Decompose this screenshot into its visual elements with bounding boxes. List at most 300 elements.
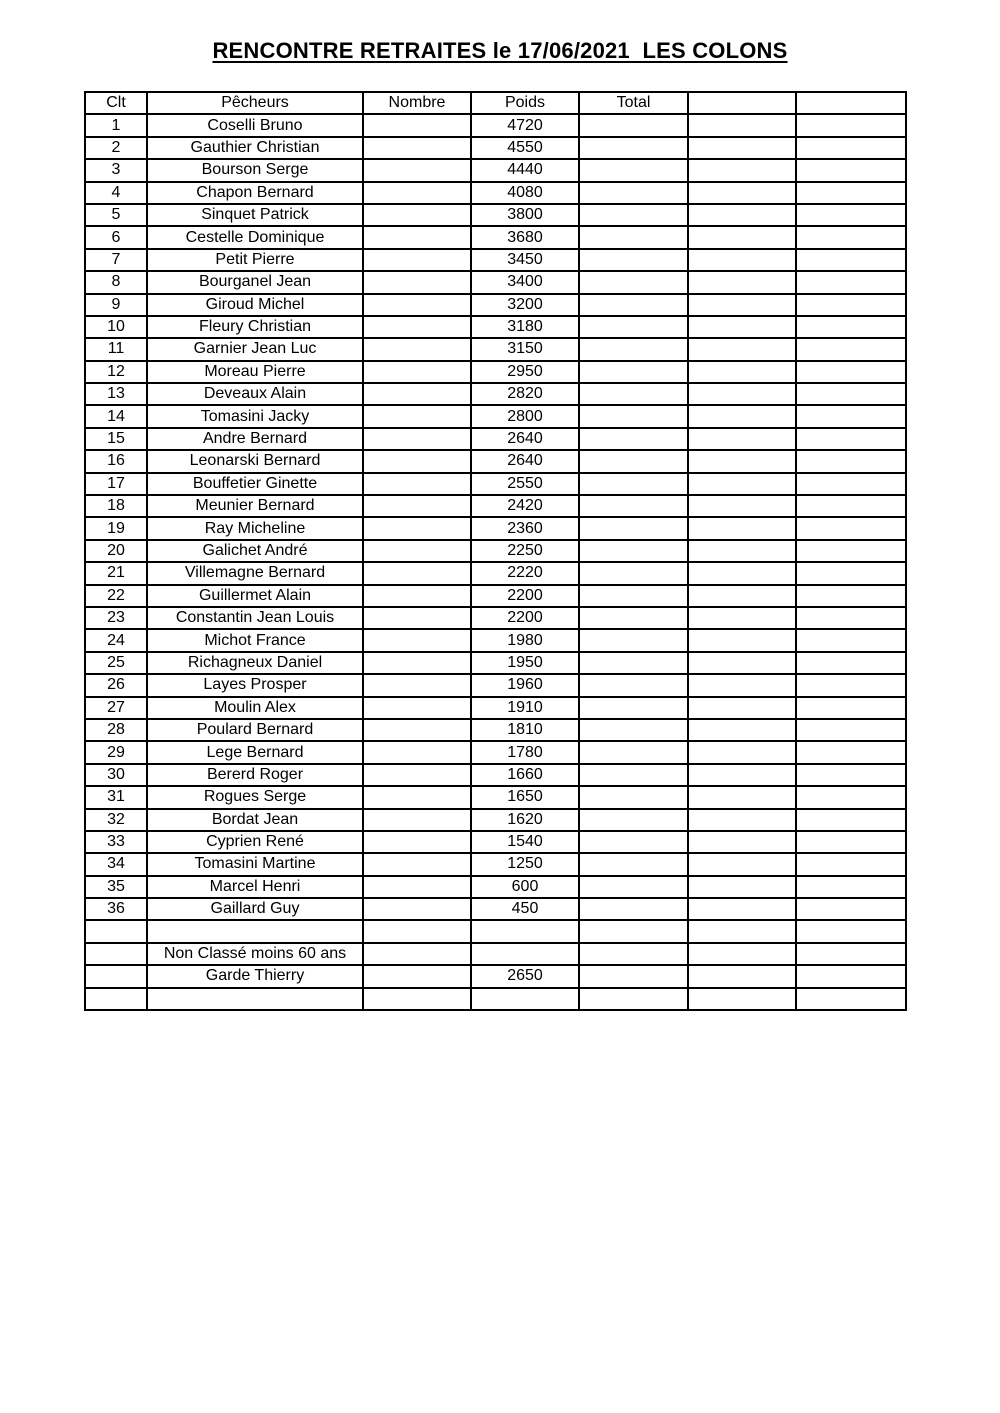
cell-extra-1 bbox=[688, 517, 796, 539]
cell-clt: 16 bbox=[85, 450, 147, 472]
header-poids: Poids bbox=[471, 92, 579, 114]
cell-total bbox=[579, 204, 688, 226]
cell-extra-2 bbox=[796, 249, 906, 271]
table-row bbox=[85, 159, 906, 181]
header-nombre: Nombre bbox=[363, 92, 471, 114]
cell-nombre bbox=[363, 383, 471, 405]
cell-extra-2 bbox=[796, 338, 906, 360]
table-row bbox=[85, 271, 906, 293]
table-row bbox=[85, 607, 906, 629]
cell-total bbox=[579, 517, 688, 539]
cell-nombre bbox=[363, 697, 471, 719]
cell-extra-1 bbox=[688, 361, 796, 383]
cell-nombre bbox=[363, 517, 471, 539]
cell-total bbox=[579, 383, 688, 405]
table-row bbox=[85, 831, 906, 853]
table-row bbox=[85, 316, 906, 338]
cell-poids: 2200 bbox=[471, 585, 579, 607]
cell-extra-1 bbox=[688, 607, 796, 629]
cell-extra-2 bbox=[796, 316, 906, 338]
table-row bbox=[85, 428, 906, 450]
cell-poids: 2220 bbox=[471, 562, 579, 584]
cell-total bbox=[579, 226, 688, 248]
cell-nombre bbox=[363, 226, 471, 248]
table-row bbox=[85, 473, 906, 495]
results-table bbox=[84, 91, 907, 1011]
cell-poids: 600 bbox=[471, 876, 579, 898]
cell-total bbox=[579, 898, 688, 920]
cell-extra-2 bbox=[796, 629, 906, 651]
cell-poids: 3400 bbox=[471, 271, 579, 293]
cell-total bbox=[579, 629, 688, 651]
cell-extra-2 bbox=[796, 114, 906, 136]
cell-clt: 31 bbox=[85, 786, 147, 808]
cell-total bbox=[579, 741, 688, 763]
cell-nombre bbox=[363, 316, 471, 338]
cell-nombre bbox=[363, 405, 471, 427]
table-row bbox=[85, 383, 906, 405]
cell-total bbox=[579, 607, 688, 629]
table-row bbox=[85, 226, 906, 248]
cell-total bbox=[579, 473, 688, 495]
cell-extra-1 bbox=[688, 495, 796, 517]
cell-poids: 2250 bbox=[471, 540, 579, 562]
cell-total bbox=[579, 943, 688, 965]
table-row bbox=[85, 361, 906, 383]
cell-extra-1 bbox=[688, 831, 796, 853]
cell-extra-2 bbox=[796, 450, 906, 472]
cell-total bbox=[579, 831, 688, 853]
cell-poids: 2650 bbox=[471, 965, 579, 987]
cell-total bbox=[579, 540, 688, 562]
cell-extra-2 bbox=[796, 361, 906, 383]
cell-total bbox=[579, 316, 688, 338]
cell-extra-1 bbox=[688, 249, 796, 271]
cell-extra-1 bbox=[688, 674, 796, 696]
cell-clt: 21 bbox=[85, 562, 147, 584]
cell-clt: 34 bbox=[85, 853, 147, 875]
cell-nombre bbox=[363, 652, 471, 674]
cell-clt bbox=[85, 965, 147, 987]
cell-clt: 3 bbox=[85, 159, 147, 181]
cell-pecheur bbox=[147, 920, 363, 942]
cell-clt: 4 bbox=[85, 182, 147, 204]
cell-nombre bbox=[363, 965, 471, 987]
cell-pecheur: Rogues Serge bbox=[147, 786, 363, 808]
cell-total bbox=[579, 405, 688, 427]
cell-extra-1 bbox=[688, 405, 796, 427]
cell-extra-1 bbox=[688, 943, 796, 965]
cell-poids bbox=[471, 943, 579, 965]
table-row bbox=[85, 562, 906, 584]
table-row bbox=[85, 585, 906, 607]
cell-total bbox=[579, 562, 688, 584]
cell-extra-2 bbox=[796, 428, 906, 450]
cell-total bbox=[579, 495, 688, 517]
cell-extra-1 bbox=[688, 719, 796, 741]
cell-poids: 1780 bbox=[471, 741, 579, 763]
cell-poids: 1910 bbox=[471, 697, 579, 719]
cell-total bbox=[579, 809, 688, 831]
cell-poids: 4440 bbox=[471, 159, 579, 181]
table-row bbox=[85, 786, 906, 808]
cell-extra-2 bbox=[796, 204, 906, 226]
cell-pecheur: Bourganel Jean bbox=[147, 271, 363, 293]
cell-poids: 1650 bbox=[471, 786, 579, 808]
cell-extra-2 bbox=[796, 719, 906, 741]
cell-nombre bbox=[363, 831, 471, 853]
cell-pecheur: Deveaux Alain bbox=[147, 383, 363, 405]
cell-poids: 1810 bbox=[471, 719, 579, 741]
cell-extra-2 bbox=[796, 405, 906, 427]
cell-clt: 15 bbox=[85, 428, 147, 450]
cell-extra-2 bbox=[796, 159, 906, 181]
cell-nombre bbox=[363, 473, 471, 495]
cell-clt: 10 bbox=[85, 316, 147, 338]
cell-pecheur: Garnier Jean Luc bbox=[147, 338, 363, 360]
table-row bbox=[85, 652, 906, 674]
cell-poids: 450 bbox=[471, 898, 579, 920]
cell-extra-2 bbox=[796, 294, 906, 316]
cell-poids: 4550 bbox=[471, 137, 579, 159]
cell-total bbox=[579, 853, 688, 875]
cell-total bbox=[579, 585, 688, 607]
cell-nombre bbox=[363, 114, 471, 136]
cell-clt: 20 bbox=[85, 540, 147, 562]
cell-nombre bbox=[363, 271, 471, 293]
cell-total bbox=[579, 876, 688, 898]
table-row bbox=[85, 294, 906, 316]
cell-pecheur: Bouffetier Ginette bbox=[147, 473, 363, 495]
cell-extra-1 bbox=[688, 383, 796, 405]
cell-pecheur: Tomasini Jacky bbox=[147, 405, 363, 427]
cell-clt: 24 bbox=[85, 629, 147, 651]
cell-clt: 30 bbox=[85, 764, 147, 786]
cell-poids: 4720 bbox=[471, 114, 579, 136]
cell-extra-1 bbox=[688, 809, 796, 831]
cell-clt: 8 bbox=[85, 271, 147, 293]
cell-poids: 2950 bbox=[471, 361, 579, 383]
cell-nombre bbox=[363, 540, 471, 562]
table-row bbox=[85, 249, 906, 271]
cell-poids: 2550 bbox=[471, 473, 579, 495]
cell-nombre bbox=[363, 585, 471, 607]
cell-poids: 2640 bbox=[471, 428, 579, 450]
cell-nombre bbox=[363, 338, 471, 360]
cell-nombre bbox=[363, 249, 471, 271]
cell-extra-1 bbox=[688, 540, 796, 562]
cell-pecheur: Coselli Bruno bbox=[147, 114, 363, 136]
cell-nombre bbox=[363, 674, 471, 696]
cell-extra-1 bbox=[688, 114, 796, 136]
cell-poids: 1620 bbox=[471, 809, 579, 831]
cell-poids bbox=[471, 988, 579, 1010]
cell-nombre bbox=[363, 294, 471, 316]
cell-extra-1 bbox=[688, 876, 796, 898]
cell-extra-2 bbox=[796, 809, 906, 831]
cell-pecheur: Gaillard Guy bbox=[147, 898, 363, 920]
cell-poids: 2640 bbox=[471, 450, 579, 472]
cell-extra-2 bbox=[796, 853, 906, 875]
cell-extra-1 bbox=[688, 450, 796, 472]
cell-clt: 6 bbox=[85, 226, 147, 248]
cell-nombre bbox=[363, 943, 471, 965]
cell-extra-1 bbox=[688, 697, 796, 719]
cell-clt: 5 bbox=[85, 204, 147, 226]
cell-extra-2 bbox=[796, 697, 906, 719]
cell-total bbox=[579, 182, 688, 204]
cell-total bbox=[579, 965, 688, 987]
cell-extra-1 bbox=[688, 182, 796, 204]
cell-extra-1 bbox=[688, 898, 796, 920]
cell-extra-1 bbox=[688, 428, 796, 450]
cell-poids: 1660 bbox=[471, 764, 579, 786]
cell-nombre bbox=[363, 629, 471, 651]
cell-extra-2 bbox=[796, 182, 906, 204]
cell-pecheur: Leonarski Bernard bbox=[147, 450, 363, 472]
cell-pecheur: Andre Bernard bbox=[147, 428, 363, 450]
cell-pecheur: Constantin Jean Louis bbox=[147, 607, 363, 629]
cell-poids: 2800 bbox=[471, 405, 579, 427]
cell-extra-2 bbox=[796, 764, 906, 786]
cell-pecheur: Richagneux Daniel bbox=[147, 652, 363, 674]
cell-poids: 1950 bbox=[471, 652, 579, 674]
cell-nombre bbox=[363, 137, 471, 159]
cell-nombre bbox=[363, 204, 471, 226]
document-title: RENCONTRE RETRAITES le 17/06/2021 LES COLONS bbox=[212, 38, 788, 63]
cell-extra-2 bbox=[796, 943, 906, 965]
cell-total bbox=[579, 114, 688, 136]
header-extra-1 bbox=[688, 92, 796, 114]
header-total: Total bbox=[579, 92, 688, 114]
cell-extra-2 bbox=[796, 741, 906, 763]
cell-poids bbox=[471, 920, 579, 942]
cell-pecheur: Giroud Michel bbox=[147, 294, 363, 316]
cell-extra-2 bbox=[796, 831, 906, 853]
cell-extra-1 bbox=[688, 965, 796, 987]
cell-poids: 3200 bbox=[471, 294, 579, 316]
cell-total bbox=[579, 428, 688, 450]
cell-pecheur: Bordat Jean bbox=[147, 809, 363, 831]
cell-pecheur: Chapon Bernard bbox=[147, 182, 363, 204]
cell-clt: 33 bbox=[85, 831, 147, 853]
cell-extra-2 bbox=[796, 674, 906, 696]
cell-poids: 2200 bbox=[471, 607, 579, 629]
cell-nombre bbox=[363, 809, 471, 831]
cell-extra-1 bbox=[688, 338, 796, 360]
cell-clt: 17 bbox=[85, 473, 147, 495]
cell-clt: 23 bbox=[85, 607, 147, 629]
cell-clt: 12 bbox=[85, 361, 147, 383]
cell-clt: 2 bbox=[85, 137, 147, 159]
header-extra-2 bbox=[796, 92, 906, 114]
cell-total bbox=[579, 294, 688, 316]
cell-clt: 11 bbox=[85, 338, 147, 360]
table-row bbox=[85, 943, 906, 965]
cell-clt: 7 bbox=[85, 249, 147, 271]
cell-clt: 28 bbox=[85, 719, 147, 741]
cell-pecheur: Ray Micheline bbox=[147, 517, 363, 539]
cell-extra-1 bbox=[688, 764, 796, 786]
cell-clt bbox=[85, 943, 147, 965]
cell-extra-1 bbox=[688, 920, 796, 942]
cell-nombre bbox=[363, 428, 471, 450]
cell-poids: 3150 bbox=[471, 338, 579, 360]
cell-clt: 29 bbox=[85, 741, 147, 763]
cell-extra-1 bbox=[688, 585, 796, 607]
cell-clt: 22 bbox=[85, 585, 147, 607]
cell-pecheur: Moulin Alex bbox=[147, 697, 363, 719]
cell-extra-1 bbox=[688, 473, 796, 495]
cell-clt: 27 bbox=[85, 697, 147, 719]
cell-extra-2 bbox=[796, 495, 906, 517]
cell-pecheur: Marcel Henri bbox=[147, 876, 363, 898]
cell-extra-1 bbox=[688, 226, 796, 248]
cell-clt: 18 bbox=[85, 495, 147, 517]
cell-nombre bbox=[363, 361, 471, 383]
table-row bbox=[85, 182, 906, 204]
cell-clt: 13 bbox=[85, 383, 147, 405]
cell-clt: 26 bbox=[85, 674, 147, 696]
table-row bbox=[85, 114, 906, 136]
cell-total bbox=[579, 764, 688, 786]
table-row bbox=[85, 629, 906, 651]
cell-pecheur: Meunier Bernard bbox=[147, 495, 363, 517]
cell-poids: 1540 bbox=[471, 831, 579, 853]
table-row bbox=[85, 988, 906, 1010]
table-row bbox=[85, 965, 906, 987]
cell-clt: 32 bbox=[85, 809, 147, 831]
table-row bbox=[85, 137, 906, 159]
cell-poids: 3180 bbox=[471, 316, 579, 338]
cell-pecheur: Poulard Bernard bbox=[147, 719, 363, 741]
table-row bbox=[85, 697, 906, 719]
cell-poids: 2420 bbox=[471, 495, 579, 517]
cell-clt bbox=[85, 920, 147, 942]
cell-nombre bbox=[363, 719, 471, 741]
cell-nombre bbox=[363, 920, 471, 942]
table-row bbox=[85, 338, 906, 360]
cell-extra-1 bbox=[688, 786, 796, 808]
cell-extra-1 bbox=[688, 988, 796, 1010]
cell-pecheur: Garde Thierry bbox=[147, 965, 363, 987]
cell-extra-2 bbox=[796, 383, 906, 405]
cell-extra-2 bbox=[796, 988, 906, 1010]
cell-total bbox=[579, 674, 688, 696]
cell-pecheur: Guillermet Alain bbox=[147, 585, 363, 607]
cell-poids: 3680 bbox=[471, 226, 579, 248]
cell-pecheur: Moreau Pierre bbox=[147, 361, 363, 383]
cell-clt: 1 bbox=[85, 114, 147, 136]
cell-total bbox=[579, 920, 688, 942]
table-row bbox=[85, 204, 906, 226]
header-clt: Clt bbox=[85, 92, 147, 114]
table-row bbox=[85, 898, 906, 920]
cell-total bbox=[579, 361, 688, 383]
cell-pecheur: Petit Pierre bbox=[147, 249, 363, 271]
table-row bbox=[85, 920, 906, 942]
cell-total bbox=[579, 271, 688, 293]
cell-poids: 3800 bbox=[471, 204, 579, 226]
cell-extra-2 bbox=[796, 585, 906, 607]
cell-nombre bbox=[363, 988, 471, 1010]
cell-poids: 2820 bbox=[471, 383, 579, 405]
cell-nombre bbox=[363, 182, 471, 204]
cell-total bbox=[579, 786, 688, 808]
cell-extra-1 bbox=[688, 159, 796, 181]
cell-clt: 25 bbox=[85, 652, 147, 674]
cell-pecheur: Gauthier Christian bbox=[147, 137, 363, 159]
cell-clt: 35 bbox=[85, 876, 147, 898]
cell-extra-2 bbox=[796, 876, 906, 898]
cell-total bbox=[579, 719, 688, 741]
cell-total bbox=[579, 652, 688, 674]
cell-extra-2 bbox=[796, 517, 906, 539]
cell-extra-2 bbox=[796, 540, 906, 562]
cell-extra-1 bbox=[688, 629, 796, 651]
cell-poids: 1250 bbox=[471, 853, 579, 875]
cell-pecheur: Bourson Serge bbox=[147, 159, 363, 181]
cell-pecheur: Fleury Christian bbox=[147, 316, 363, 338]
cell-clt: 14 bbox=[85, 405, 147, 427]
cell-pecheur: Michot France bbox=[147, 629, 363, 651]
table-row bbox=[85, 876, 906, 898]
cell-extra-2 bbox=[796, 920, 906, 942]
table-row bbox=[85, 719, 906, 741]
table-header-row bbox=[85, 92, 906, 114]
cell-pecheur: Tomasini Martine bbox=[147, 853, 363, 875]
cell-extra-1 bbox=[688, 853, 796, 875]
cell-total bbox=[579, 137, 688, 159]
cell-extra-1 bbox=[688, 562, 796, 584]
cell-nombre bbox=[363, 450, 471, 472]
cell-poids: 1960 bbox=[471, 674, 579, 696]
cell-extra-1 bbox=[688, 271, 796, 293]
cell-total bbox=[579, 450, 688, 472]
cell-pecheur: Cestelle Dominique bbox=[147, 226, 363, 248]
table-row bbox=[85, 809, 906, 831]
cell-pecheur: Galichet André bbox=[147, 540, 363, 562]
cell-pecheur: Layes Prosper bbox=[147, 674, 363, 696]
cell-poids: 2360 bbox=[471, 517, 579, 539]
cell-clt: 9 bbox=[85, 294, 147, 316]
table-row bbox=[85, 853, 906, 875]
cell-extra-1 bbox=[688, 137, 796, 159]
header-pecheurs: Pêcheurs bbox=[147, 92, 363, 114]
table-row bbox=[85, 450, 906, 472]
results-table-body bbox=[85, 92, 906, 1010]
table-row bbox=[85, 517, 906, 539]
cell-poids: 3450 bbox=[471, 249, 579, 271]
cell-total bbox=[579, 159, 688, 181]
cell-total bbox=[579, 338, 688, 360]
table-row bbox=[85, 741, 906, 763]
cell-extra-2 bbox=[796, 607, 906, 629]
cell-extra-2 bbox=[796, 898, 906, 920]
cell-extra-2 bbox=[796, 271, 906, 293]
cell-clt: 19 bbox=[85, 517, 147, 539]
cell-nombre bbox=[363, 853, 471, 875]
cell-nombre bbox=[363, 876, 471, 898]
cell-extra-2 bbox=[796, 562, 906, 584]
cell-pecheur: Non Classé moins 60 ans bbox=[147, 943, 363, 965]
cell-extra-1 bbox=[688, 204, 796, 226]
cell-pecheur bbox=[147, 988, 363, 1010]
cell-nombre bbox=[363, 786, 471, 808]
cell-pecheur: Bererd Roger bbox=[147, 764, 363, 786]
cell-extra-1 bbox=[688, 294, 796, 316]
cell-nombre bbox=[363, 495, 471, 517]
